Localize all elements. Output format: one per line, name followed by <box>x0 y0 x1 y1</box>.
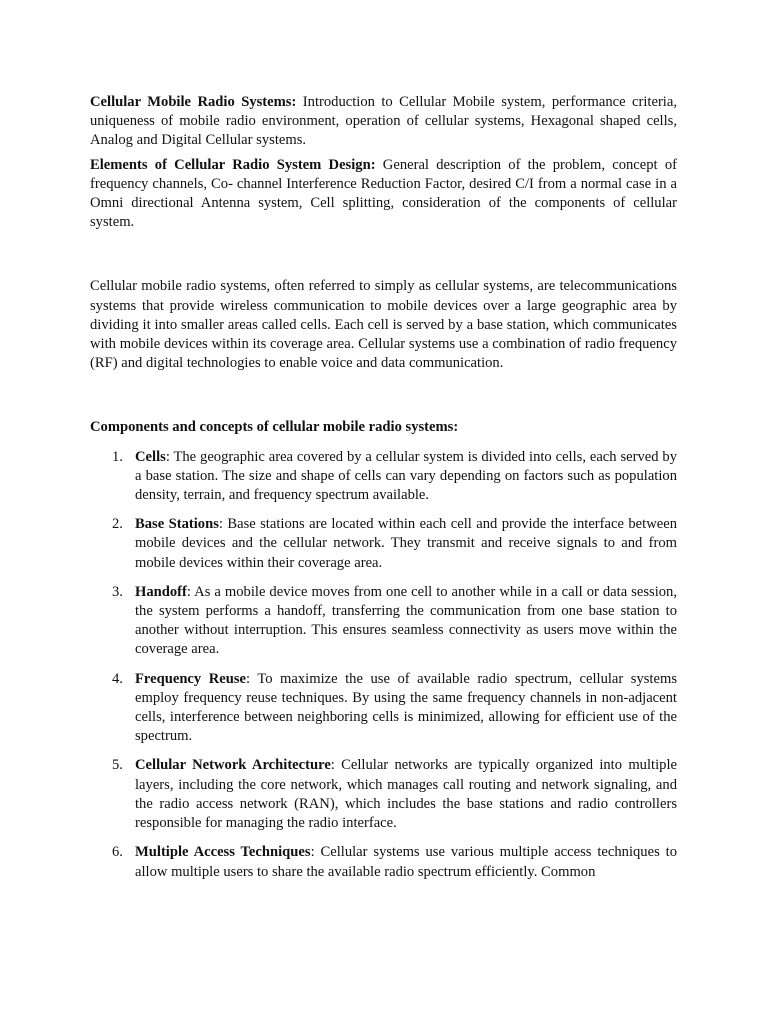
list-item <box>90 843 677 881</box>
list-item <box>90 583 677 660</box>
list-item-number: 1. <box>112 448 123 465</box>
list-item-text: : Cellular systems use various multiple access techniques to allow multiple users to share the available radio spectrum efficiently. Common <box>135 844 677 880</box>
syllabus-paragraph-2 <box>90 156 677 233</box>
list-item-text: : Base stations are located within each cell and provide the interface between mobile devices and the cellular network. They transmit and receive signals to and from mobile devices within their coverage area. <box>135 516 677 571</box>
components-heading: Components and concepts of cellular mobile radio systems: <box>90 419 459 436</box>
list-item-number: 4. <box>112 670 123 687</box>
list-item-number: 3. <box>112 583 123 600</box>
syllabus-heading-1: Cellular Mobile Radio Systems: <box>90 94 297 110</box>
list-item <box>90 515 677 573</box>
list-item-text: : To maximize the use of available radio spectrum, cellular systems employ frequency reuse techniques. By using the same frequency channels in non-adjacent cells, interference between neighboring cells is minimized, allowing for efficient use of the spectrum. <box>135 670 677 745</box>
intro-paragraph: Cellular mobile radio systems, often referred to simply as cellular systems, are telecommunications systems that provide wireless communication to mobile devices over a large geographic area by dividing it into smaller areas called cells. Each cell is served by a base station, which communicates with mobile devices within its coverage area. Cellular systems use a combination of radio frequency (RF) and digital technologies to enable voice and data communication. <box>90 278 677 372</box>
document-page <box>90 93 677 892</box>
syllabus-heading-2: Elements of Cellular Radio System Design: <box>90 156 376 173</box>
list-item-term: Multiple Access Techniques <box>135 844 311 861</box>
syllabus-text-1: Introduction to Cellular Mobile system, performance criteria, uniqueness of mobile radio environment, operation of cellular systems, Hexagonal shaped cells, Analog and Digital Cellular systems. <box>90 94 677 149</box>
list-item-term: Frequency Reuse <box>135 670 247 687</box>
list-item-number: 6. <box>112 844 123 861</box>
syllabus-text-2: General description of the problem, concept of frequency channels, Co- channel Interference Reduction Factor, desired C/I from a normal case in a Omni directional Antenna system, Cell splitting, consideration of the components of cellular system. <box>90 156 677 231</box>
list-item-term: Handoff <box>135 583 187 600</box>
list-item <box>90 448 677 506</box>
components-list <box>90 448 677 882</box>
list-item <box>90 670 677 747</box>
syllabus-paragraph-1 <box>90 93 677 151</box>
list-item-term: Base Stations <box>135 516 219 533</box>
list-item-term: Cells <box>135 448 166 465</box>
list-item-number: 2. <box>112 516 123 533</box>
list-item-text: : The geographic area covered by a cellular system is divided into cells, each served by a base station. The size and shape of cells can vary depending on factors such as population density, terrain, and frequency spectrum available. <box>135 448 677 504</box>
list-item <box>90 756 677 833</box>
list-item-term: Cellular Network Architecture <box>135 757 331 774</box>
list-item-text: : As a mobile device moves from one cell to another while in a call or data session, the system performs a handoff, transferring the communication from one base station to another without interruption. This ensures seamless connectivity as users move within the coverage area. <box>135 583 677 658</box>
list-item-number: 5. <box>112 757 123 774</box>
list-item-text: : Cellular networks are typically organized into multiple layers, including the core network, which manages call routing and network signaling, and the radio access network (RAN), which includes the base stations and radio controllers responsible for managing the radio interface. <box>135 757 677 832</box>
